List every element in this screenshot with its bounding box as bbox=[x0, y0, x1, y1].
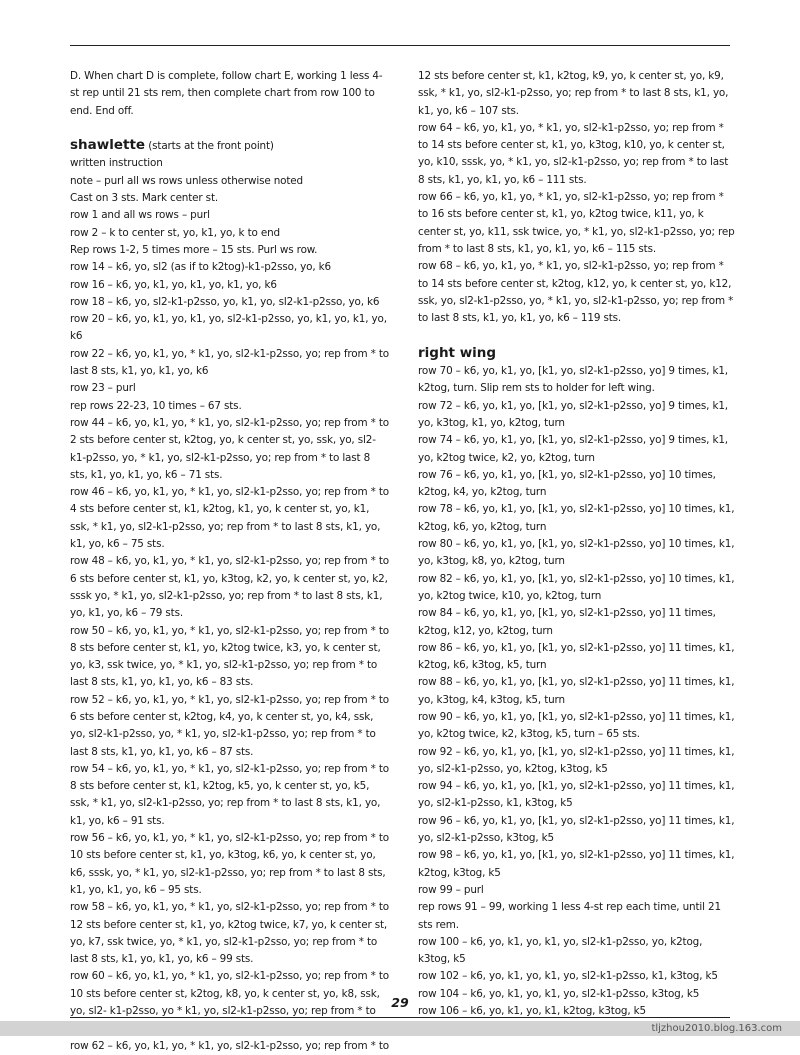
instruction-line: row 94 – k6, yo, k1, yo, [k1, yo, sl2-k1-p2sso, yo] 11 times, k1, yo, sl2-k1-p2sso, k1, k3tog, k5 bbox=[418, 780, 735, 810]
instruction-line: row 96 – k6, yo, k1, yo, [k1, yo, sl2-k1-p2sso, yo] 11 times, k1, yo, sl2-k1-p2sso, k3tog, k5 bbox=[418, 814, 735, 845]
instruction-line: row 22 – k6, yo, k1, yo, * k1, yo, sl2-k1-p2sso, yo; rep from * to last 8 sts, k1, yo, k1, yo, k6 bbox=[70, 347, 389, 378]
instruction-line: row 64 – k6, yo, k1, yo, * k1, yo, sl2-k1-p2sso, yo; rep from * to 14 sts before center st, k1, yo, k3tog, k10, yo, k center st, yo, k10, sssk, yo, * k1, yo, sl2-k1-p2sso, yo; rep from * to last 8 sts, k1, yo, k1, yo, k6 – 111 sts. bbox=[418, 121, 729, 186]
instruction-line: row 66 – k6, yo, k1, yo, * k1, yo, sl2-k1-p2sso, yo; rep from * to 16 sts before center st, k1, yo, k2tog twice, k11, yo, k center st, yo, k11, ssk twice, yo, * k1, yo, sl2-k1-p2sso, yo; rep from * to last 8 sts, k1, yo, k1, yo, k6 – 115 sts. bbox=[418, 191, 735, 255]
instruction-line: row 23 – purl bbox=[70, 382, 136, 395]
instruction-line: rep rows 91 – 99, working 1 less 4-st rep each time, until 21 sts rem. bbox=[418, 901, 721, 931]
bottom-rule bbox=[70, 1017, 730, 1018]
instruction-line: row 52 – k6, yo, k1, yo, * k1, yo, sl2-k1-p2sso, yo; rep from * to 6 sts before center st, k2tog, k4, yo, k center st, yo, k4, ssk, yo, sl2-k1-p2sso, yo, * k1, yo, sl2-k1-p2sso, yo; rep from * to last 8 sts, k1, yo, k1, yo, k6 – 87 sts. bbox=[70, 693, 389, 758]
instruction-line: written instruction bbox=[70, 157, 163, 170]
instruction-line: row 104 – k6, yo, k1, yo, k1, yo, sl2-k1-p2sso, k3tog, k5 bbox=[418, 987, 700, 1000]
section-heading: shawlette bbox=[70, 137, 146, 154]
instruction-line: Cast on 3 sts. Mark center st. bbox=[70, 192, 219, 205]
instruction-line: row 46 – k6, yo, k1, yo, * k1, yo, sl2-k1-p2sso, yo; rep from * to 4 sts before center st, k1, k2tog, k1, yo, k center st, yo, k1, ssk, * k1, yo, sl2-k1-p2sso, yo; rep from * to last 8 sts, k1, yo, k1, yo, k6 – 75 sts. bbox=[70, 486, 389, 551]
instruction-line: 12 sts before center st, k1, k2tog, k9, yo, k center st, yo, k9, ssk, * k1, yo, sl2-k1-p2sso, yo; rep from * to last 8 sts, k1, yo, k1, yo, k6 – 107 sts. bbox=[418, 70, 729, 117]
watermark-text: tljzhou2010.blog.163.com bbox=[0, 1021, 800, 1036]
instruction-line: note – purl all ws rows unless otherwise noted bbox=[70, 174, 303, 187]
instruction-line: row 1 and all ws rows – purl bbox=[70, 209, 210, 222]
section-heading: right wing bbox=[418, 344, 497, 361]
section-title-shawlette bbox=[70, 137, 390, 155]
instruction-line: row 60 – k6, yo, k1, yo, * k1, yo, sl2-k1-p2sso, yo; rep from * to 10 sts before center st, k2tog, k8, yo, k center st, yo, k8, ssk, yo, sl2- k1-p2sso, yo * k1, yo, sl2-k1-p2sso, yo; rep from * to bbox=[70, 970, 389, 1018]
instruction-line: row 44 – k6, yo, k1, yo, * k1, yo, sl2-k1-p2sso, yo; rep from * to 2 sts before center st, k2tog, yo, k center st, yo, ssk, yo, sl2- k1-p2sso, yo, * k1, yo, sl2-k1-p2sso, yo; rep from * to last 8 sts, k1, yo, k1, yo, k6 – 71 sts. bbox=[70, 416, 389, 481]
instruction-line: row 16 – k6, yo, k1, yo, k1, yo, k1, yo, k6 bbox=[70, 278, 277, 291]
instruction-line: row 90 – k6, yo, k1, yo, [k1, yo, sl2-k1-p2sso, yo] 11 times, k1, yo, k2tog twice, k2, k3tog, k5, turn – 65 sts. bbox=[418, 710, 735, 741]
instruction-line: rep rows 22-23, 10 times – 67 sts. bbox=[70, 399, 242, 412]
spacer bbox=[70, 120, 390, 137]
instruction-line: row 58 – k6, yo, k1, yo, * k1, yo, sl2-k1-p2sso, yo; rep from * to 12 sts before center st, k1, yo, k2tog twice, k7, yo, k center st, yo, k7, ssk twice, yo, * k1, yo, sl2-k1-p2sso, yo; rep from * to last 8 sts, k1, yo, k1, yo, k6 – 99 sts. bbox=[70, 901, 389, 966]
instruction-line: row 80 – k6, yo, k1, yo, [k1, yo, sl2-k1-p2sso, yo] 10 times, k1, yo, k3tog, k8, yo, k2tog, turn bbox=[418, 538, 735, 568]
instruction-line: row 72 – k6, yo, k1, yo, [k1, yo, sl2-k1-p2sso, yo] 9 times, k1, yo, k3tog, k1, yo, k2tog, turn bbox=[418, 399, 728, 429]
instruction-line: row 82 – k6, yo, k1, yo, [k1, yo, sl2-k1-p2sso, yo] 10 times, k1, yo, k2tog twice, k10, yo, k2tog, turn bbox=[418, 572, 735, 602]
spacer bbox=[418, 327, 736, 344]
instruction-line: row 50 – k6, yo, k1, yo, * k1, yo, sl2-k1-p2sso, yo; rep from * to 8 sts before center st, k1, yo, k2tog twice, k3, yo, k center st, yo, k3, ssk twice, yo, * k1, yo, sl2-k1-p2sso, yo; rep from * to last 8 sts, k1, yo, k1, yo, k6 – 83 sts. bbox=[70, 624, 389, 689]
instruction-line: row 14 – k6, yo, sl2 (as if to k2tog)-k1-p2sso, yo, k6 bbox=[70, 261, 331, 274]
instruction-list-left bbox=[70, 155, 390, 1054]
section-title-right-wing bbox=[418, 345, 736, 363]
instruction-line: row 62 – k6, yo, k1, yo, * k1, yo, sl2-k1-p2sso, yo; rep from * to bbox=[70, 1039, 389, 1052]
instruction-line: row 84 – k6, yo, k1, yo, [k1, yo, sl2-k1-p2sso, yo] 11 times, k2tog, k12, yo, k2tog, turn bbox=[418, 607, 716, 637]
instruction-line: row 20 – k6, yo, k1, yo, k1, yo, sl2-k1-p2sso, yo, k1, yo, k1, yo, k6 bbox=[70, 313, 387, 343]
instruction-line: row 68 – k6, yo, k1, yo, * k1, yo, sl2-k1-p2sso, yo; rep from * to 14 sts before center st, k2tog, k12, yo, k center st, yo, k12, ssk, yo, sl2-k1-p2sso, yo, * k1, yo, sl2-k1-p2sso, yo; rep from * to last 8 sts, k1, yo, k1, yo, k6 – 119 sts. bbox=[418, 260, 734, 325]
instruction-list-right-top bbox=[418, 68, 736, 327]
left-column bbox=[70, 68, 390, 1055]
intro-text bbox=[70, 68, 390, 120]
instruction-line: row 76 – k6, yo, k1, yo, [k1, yo, sl2-k1-p2sso, yo] 10 times, k2tog, k4, yo, k2tog, turn bbox=[418, 468, 716, 499]
right-column bbox=[418, 68, 736, 1038]
top-rule bbox=[70, 45, 730, 46]
instruction-line: row 100 – k6, yo, k1, yo, k1, yo, sl2-k1-p2sso, yo, k2tog, k3tog, k5 bbox=[418, 935, 703, 966]
instruction-list-right-wing bbox=[418, 363, 736, 1038]
instruction-line: row 56 – k6, yo, k1, yo, * k1, yo, sl2-k1-p2sso, yo; rep from * to 10 sts before center st, k1, yo, k3tog, k6, yo, k center st, yo, k6, sssk, yo, * k1, yo, sl2-k1-p2sso, yo; rep from * to last 8 sts, k1, yo, k1, yo, k6 – 95 sts. bbox=[70, 832, 389, 896]
instruction-line: row 70 – k6, yo, k1, yo, [k1, yo, sl2-k1-p2sso, yo] 9 times, k1, k2tog, turn. Slip rem sts to holder for left wing. bbox=[418, 365, 728, 395]
instruction-line: Rep rows 1-2, 5 times more – 15 sts. Purl ws row. bbox=[70, 243, 318, 256]
section-subheading: (starts at the front point) bbox=[145, 140, 274, 153]
instruction-line: row 48 – k6, yo, k1, yo, * k1, yo, sl2-k1-p2sso, yo; rep from * to 6 sts before center st, k1, yo, k3tog, k2, yo, k center st, yo, k2, sssk yo, * k1, yo, sl2-k1-p2sso, yo; rep from * to last 8 sts, k1, yo, k1, yo, k6 – 79 sts. bbox=[70, 555, 389, 620]
page-number: 29 bbox=[391, 995, 409, 1010]
instruction-line: row 99 – purl bbox=[418, 883, 484, 896]
intro-paragraph: D. When chart D is complete, follow chart E, working 1 less 4-st rep until 21 sts rem, then complete chart from row 100 to end. End off. bbox=[70, 70, 383, 117]
instruction-line: row 78 – k6, yo, k1, yo, [k1, yo, sl2-k1-p2sso, yo] 10 times, k1, k2tog, k6, yo, k2tog, turn bbox=[418, 503, 735, 533]
instruction-line: row 74 – k6, yo, k1, yo, [k1, yo, sl2-k1-p2sso, yo] 9 times, k1, yo, k2tog twice, k2, yo, k2tog, turn bbox=[418, 434, 728, 464]
instruction-line: row 2 – k to center st, yo, k1, yo, k to end bbox=[70, 226, 280, 239]
instruction-line: row 86 – k6, yo, k1, yo, [k1, yo, sl2-k1-p2sso, yo] 11 times, k1, k2tog, k6, k3tog, k5, turn bbox=[418, 641, 735, 672]
instruction-line: row 106 – k6, yo, k1, yo, k1, k2tog, k3tog, k5 bbox=[418, 1005, 647, 1018]
instruction-line: row 102 – k6, yo, k1, yo, k1, yo, sl2-k1-p2sso, k1, k3tog, k5 bbox=[418, 970, 718, 983]
instruction-line: row 98 – k6, yo, k1, yo, [k1, yo, sl2-k1-p2sso, yo] 11 times, k1, k2tog, k3tog, k5 bbox=[418, 849, 735, 879]
instruction-line: row 54 – k6, yo, k1, yo, * k1, yo, sl2-k1-p2sso, yo; rep from * to 8 sts before center st, k1, k2tog, k5, yo, k center st, yo, k5, ssk, * k1, yo, sl2-k1-p2sso, yo; rep from * to last 8 sts, k1, yo, k1, yo, k6 – 91 sts. bbox=[70, 762, 389, 827]
instruction-line: row 88 – k6, yo, k1, yo, [k1, yo, sl2-k1-p2sso, yo] 11 times, k1, yo, k3tog, k4, k3tog, k5, turn bbox=[418, 676, 735, 706]
instruction-line: row 18 – k6, yo, sl2-k1-p2sso, yo, k1, yo, sl2-k1-p2sso, yo, k6 bbox=[70, 295, 380, 308]
instruction-line: row 92 – k6, yo, k1, yo, [k1, yo, sl2-k1-p2sso, yo] 11 times, k1, yo, sl2-k1-p2sso, yo, k2tog, k3tog, k5 bbox=[418, 745, 735, 775]
